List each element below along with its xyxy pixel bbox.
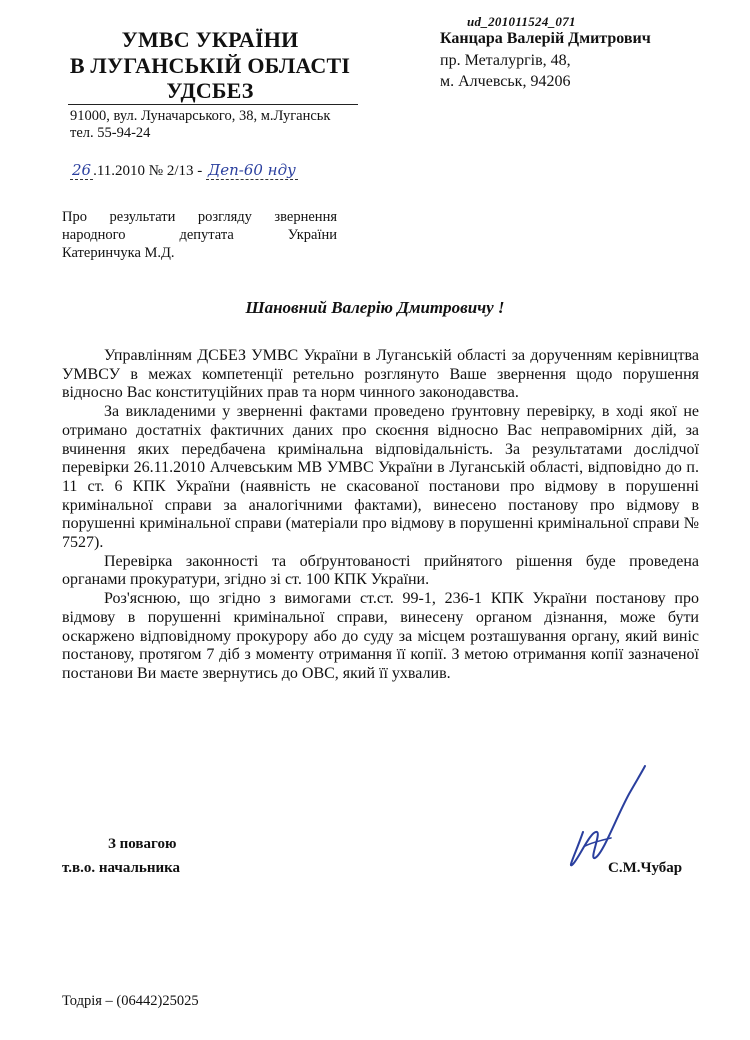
- organization-name-line3: УДСБЕЗ: [166, 78, 254, 103]
- number-prefix: № 2/13 -: [148, 163, 203, 179]
- recipient-name: Канцара Валерій Дмитрович: [440, 30, 651, 47]
- salutation: Шановний Валерію Дмитровичу !: [245, 298, 505, 317]
- recipient-address-line2: м. Алчевськ, 94206: [440, 73, 571, 90]
- organization-name-line1: УМВС УКРАЇНИ: [121, 27, 299, 52]
- executor-contact: Тодрія – (06442)25025: [62, 993, 199, 1009]
- body-paragraph-1: Управлінням ДСБЕЗ УМВС України в Луганській області за дорученням керівництва УМВСУ в межах компетенції ретельно розглянуто Ваше звернення щодо порушення відносно Вас конституційних прав та норм чинного законодавства.: [62, 347, 699, 402]
- recipient-address-line1: пр. Металургів, 48,: [440, 52, 571, 69]
- number-handwritten: Деп-60 нду: [208, 161, 296, 179]
- body-paragraph-2: За викладеними у зверненні фактами проведено ґрунтовну перевірку, в ході якої не отримано достатніх фактичних даних про скоєння відносно Вас неправомірних дій, за вчинення яких передбачена кримінальна відповідальність. За результатами дослідчої перевірки 26.11.2010 Алчевським МВ УМВС України в Луганській області, відповідно до п. 11 ст. 6 КПК України (наявність не скасованої постанови про відмову в порушенні кримінальної справи за аналогічними фактами), винесено постанову про відмову в порушенні кримінальної справи (матеріали про відмову в порушенні кримінальної справи № 7527).: [62, 403, 699, 552]
- date-day-handwritten: 26: [72, 161, 92, 179]
- body-paragraph-3: Перевірка законності та обґрунтованості прийнятого рішення буде проведена органами прокуратури, згідно зі ст. 100 КПК України.: [62, 552, 699, 589]
- outgoing-date-number: [70, 161, 298, 180]
- organization-phone: тел. 55-94-24: [70, 125, 151, 141]
- body-paragraph-4: Роз'яснюю, що згідно з вимогами ст.ст. 99-1, 236-1 КПК України постанову про відмову в порушенні кримінальної справи, винесену органом дізнання, може бути оскаржено відповідному прокурору або до суду за місцем розташування органу, який виніс постанову, протягом 7 діб з моменту отримання її копії. З метою отримання копії зазначеної постанови Ви маєте звернутись до ОВС, який її ухвалив.: [62, 590, 699, 682]
- subject-line2: народного депутата України: [62, 227, 337, 243]
- subject-line1: Про результати розгляду звернення: [62, 209, 337, 225]
- header-divider: [68, 104, 358, 105]
- organization-name-line2: В ЛУГАНСЬКІЙ ОБЛАСТІ: [69, 53, 351, 78]
- signer-name: С.М.Чубар: [608, 860, 683, 876]
- date-rest: .11.2010: [93, 163, 146, 179]
- closing-position: т.в.о. начальника: [62, 860, 181, 876]
- subject-line3: Катеринчука М.Д.: [62, 245, 175, 261]
- letter-body: [62, 347, 699, 684]
- letter-subject: [62, 208, 337, 262]
- document-id: ud_201011524_071: [467, 14, 576, 29]
- closing-regards: З повагою: [108, 836, 177, 852]
- organization-address: 91000, вул. Луначарського, 38, м.Луганськ: [70, 108, 331, 124]
